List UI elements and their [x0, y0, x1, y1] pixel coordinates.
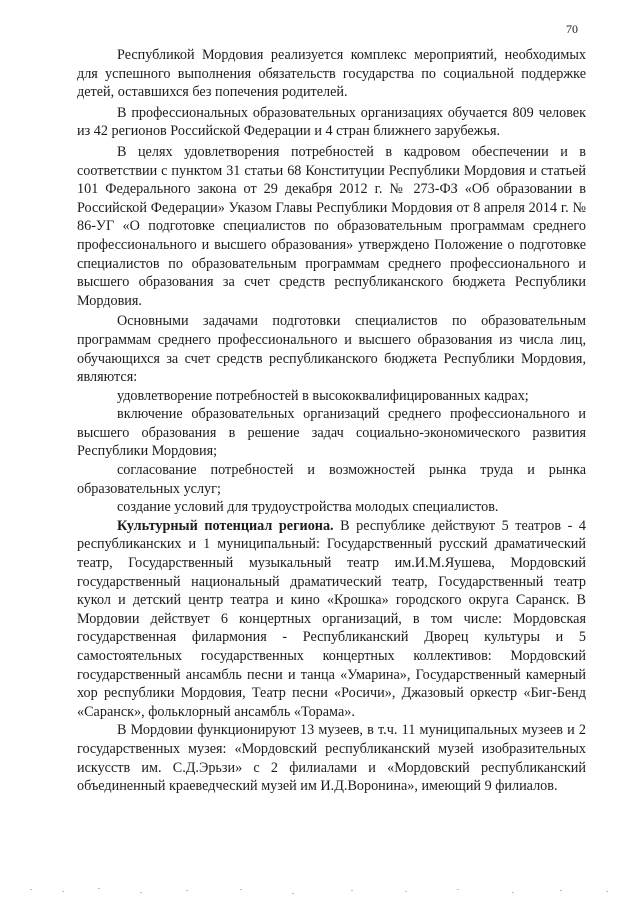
paragraph-students-count: В профессиональных образовательных организациях обучается 809 человек из 42 регионов Российской Федерации и 4 стран ближнего зарубежья.: [77, 104, 586, 140]
scan-noise: [0, 885, 640, 897]
section-heading-culture: Культурный потенциал региона.: [117, 517, 334, 534]
list-item-task-1: удовлетворение потребностей в высококвалифицированных кадрах;: [117, 387, 529, 404]
paragraph-museums: В Мордовии функционируют 13 музеев, в т.ч. 11 муниципальных музеев и 2 государственных музея: «Мордовский республиканский музей изобразительных искусств им. С.Д.Эрьзи» с 2 филиалами и «Мордовский республиканский объединенный краеведческий музей им И.Д.Воронина», имеющий 9 филиалов.: [77, 722, 586, 795]
list-item-task-2: включение образовательных организаций среднего профессионального и высшего образования в решение задач социально-экономического развития Республики Мордовия;: [77, 406, 586, 460]
paragraph-regulation: В целях удовлетворения потребностей в кадровом обеспечении и в соответствии с пунктом 31 статьи 68 Конституции Республики Мордовия и статьей 101 Федерального закона от 29 декабря 2012 г. № 273-ФЗ «Об образовании в Российской Федерации» Указом Главы Республики Мордовия от 8 апреля 2014 г. № 86-УГ «О подготовке специалистов по образовательным программам среднего профессионального и высшего образования» утверждено Положение о подготовке специалистов по образовательным программам среднего профессионального и высшего образования за счет средств республиканского бюджета Республики Мордовия.: [77, 143, 586, 309]
page-number: 70: [566, 22, 578, 36]
culture-text: В республике действуют 5 театров - 4 республиканских и 1 муниципальный: Государственный русский драматический театр, Государственный музыкальный театр им.И.М.Яушева, Мордовский государственный национальный драматический театр, Государственный театр кукол и детский центр театра и кино «Крошка» городского округа Саранск. В Мордовии действует 6 концертных организаций, в том числе: Мордовская государственная филармония - Республиканский Дворец культуры и 5 самостоятельных государственных концертных коллективов: Мордовский государственный ансамбль песни и танца «Умарина», Государственный камерный хор республики Мордовия, Театр песни «Росичи», Джазовый оркестр «Биг-Бенд «Саранск», фольклорный ансамбль «Торама».: [77, 517, 586, 720]
paragraph-main-tasks: Основными задачами подготовки специалистов по образовательным программам среднего профессионального и высшего образования из числа лиц, обучающихся за счет средств республиканского бюджета Республики Мордовия, являются:: [77, 313, 586, 386]
paragraph-cultural-potential: [77, 517, 586, 722]
paragraph-social-support: Республикой Мордовия реализуется комплекс мероприятий, необходимых для успешного выполнения обязательств государства по социальной поддержке детей, оставшихся без попечения родителей.: [77, 47, 586, 101]
list-item-task-4: создание условий для трудоустройства молодых специалистов.: [117, 499, 499, 516]
list-item-task-3: согласование потребностей и возможностей рынка труда и рынка образовательных услуг;: [77, 462, 586, 497]
document-body: [77, 46, 586, 796]
